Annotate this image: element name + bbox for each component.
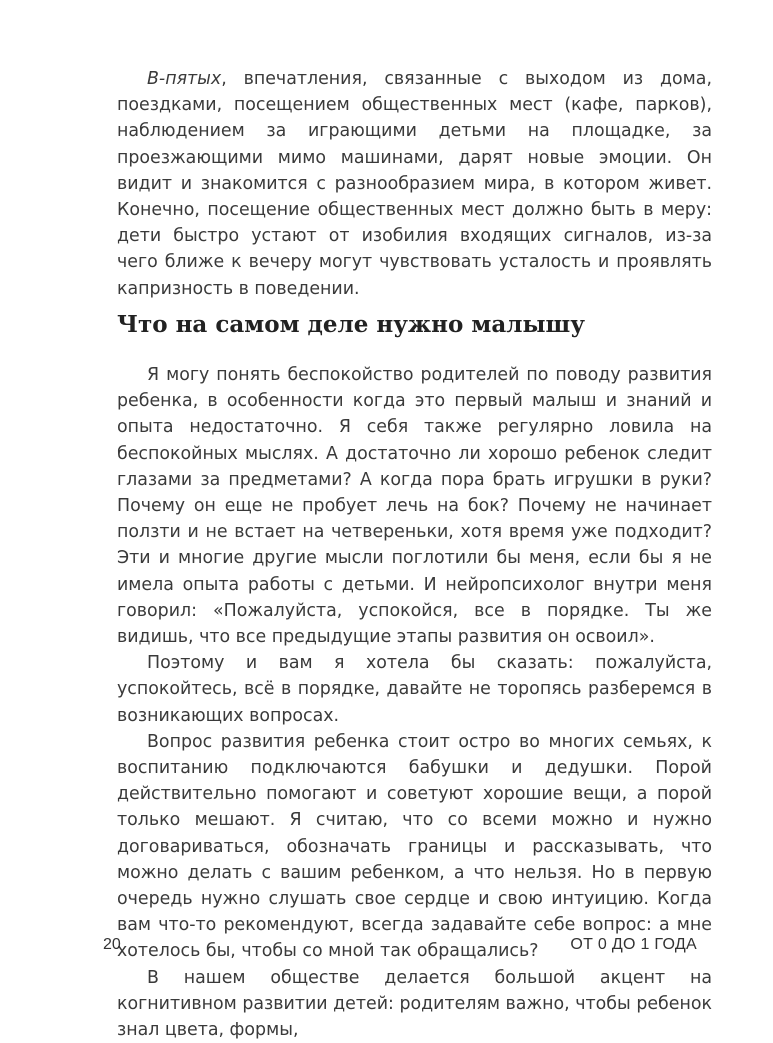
intro-paragraph: [117, 66, 712, 302]
body-paragraph-1: Я могу понять беспокойство родителей по поводу развития ребенка, в особенности когда это первый малыш и знаний и опыта недостаточно. Я себя также регулярно ловила на беспокойных мыслях. А достаточно ли хорошо ребенок следит глазами за предметами? А когда пора брать игрушки в руки? Почему он еще не пробует лечь на бок? Почему не начинает ползти и не встает на четвереньки, хотя время уже подходит? Эти и многие другие мысли поглотили бы меня, если бы я не имела опыта работы с детьми. И нейропсихолог внутри меня говорил: «Пожалуйста, успокойся, все в порядке. Ты же видишь, что все предыдущие этапы развития он освоил».: [117, 365, 712, 648]
body-paragraph-4: В нашем обществе делается большой акцент на когнитивном развитии детей: родителям важно, чтобы ребенок знал цвета, формы,: [117, 967, 712, 1041]
running-title: ОТ 0 ДО 1 ГОДА: [570, 936, 697, 953]
section-heading: Что на самом деле нужно малышу: [117, 311, 585, 338]
intro-section: [117, 66, 712, 302]
body-paragraph-3: Вопрос развития ребенка стоит остро во многих семьях, к воспитанию подключаются бабушки и дедушки. Порой действительно помогают и советуют хорошие вещи, а порой только мешают. Я считаю, что со всеми можно и нужно договариваться, обозначать границы и рассказывать, что можно делать с вашим ребенком, а что нельзя. Но в первую очередь нужно слушать свое сердце и свою интуицию. Когда вам что-то рекомендуют, всегда задавайте себе вопрос: а мне хотелось бы, чтобы со мной так обращались?: [117, 731, 712, 962]
page-number: 20: [103, 936, 121, 953]
body-paragraph-2: Поэтому и вам я хотела бы сказать: пожалуйста, успокойтесь, всё в порядке, давайте не торопясь разберемся в возникающих вопросах.: [117, 653, 712, 726]
intro-paragraph-text: , впечатления, связанные с выходом из дома, поездками, посещением общественных мест (кафе, парков), наблюдением за играющими детьми на площадке, за проезжающими мимо машинами, дарят новые эмоции. Он видит и знакомится с разнообразием мира, в котором живет. Конечно, посещение общественных мест должно быть в меру: дети быстро устают от изобилия входящих сигналов, из-за чего ближе к вечеру могут чувствовать усталость и проявлять капризность в поведении.: [117, 69, 712, 299]
intro-lead-italic: В-пятых: [147, 69, 222, 89]
